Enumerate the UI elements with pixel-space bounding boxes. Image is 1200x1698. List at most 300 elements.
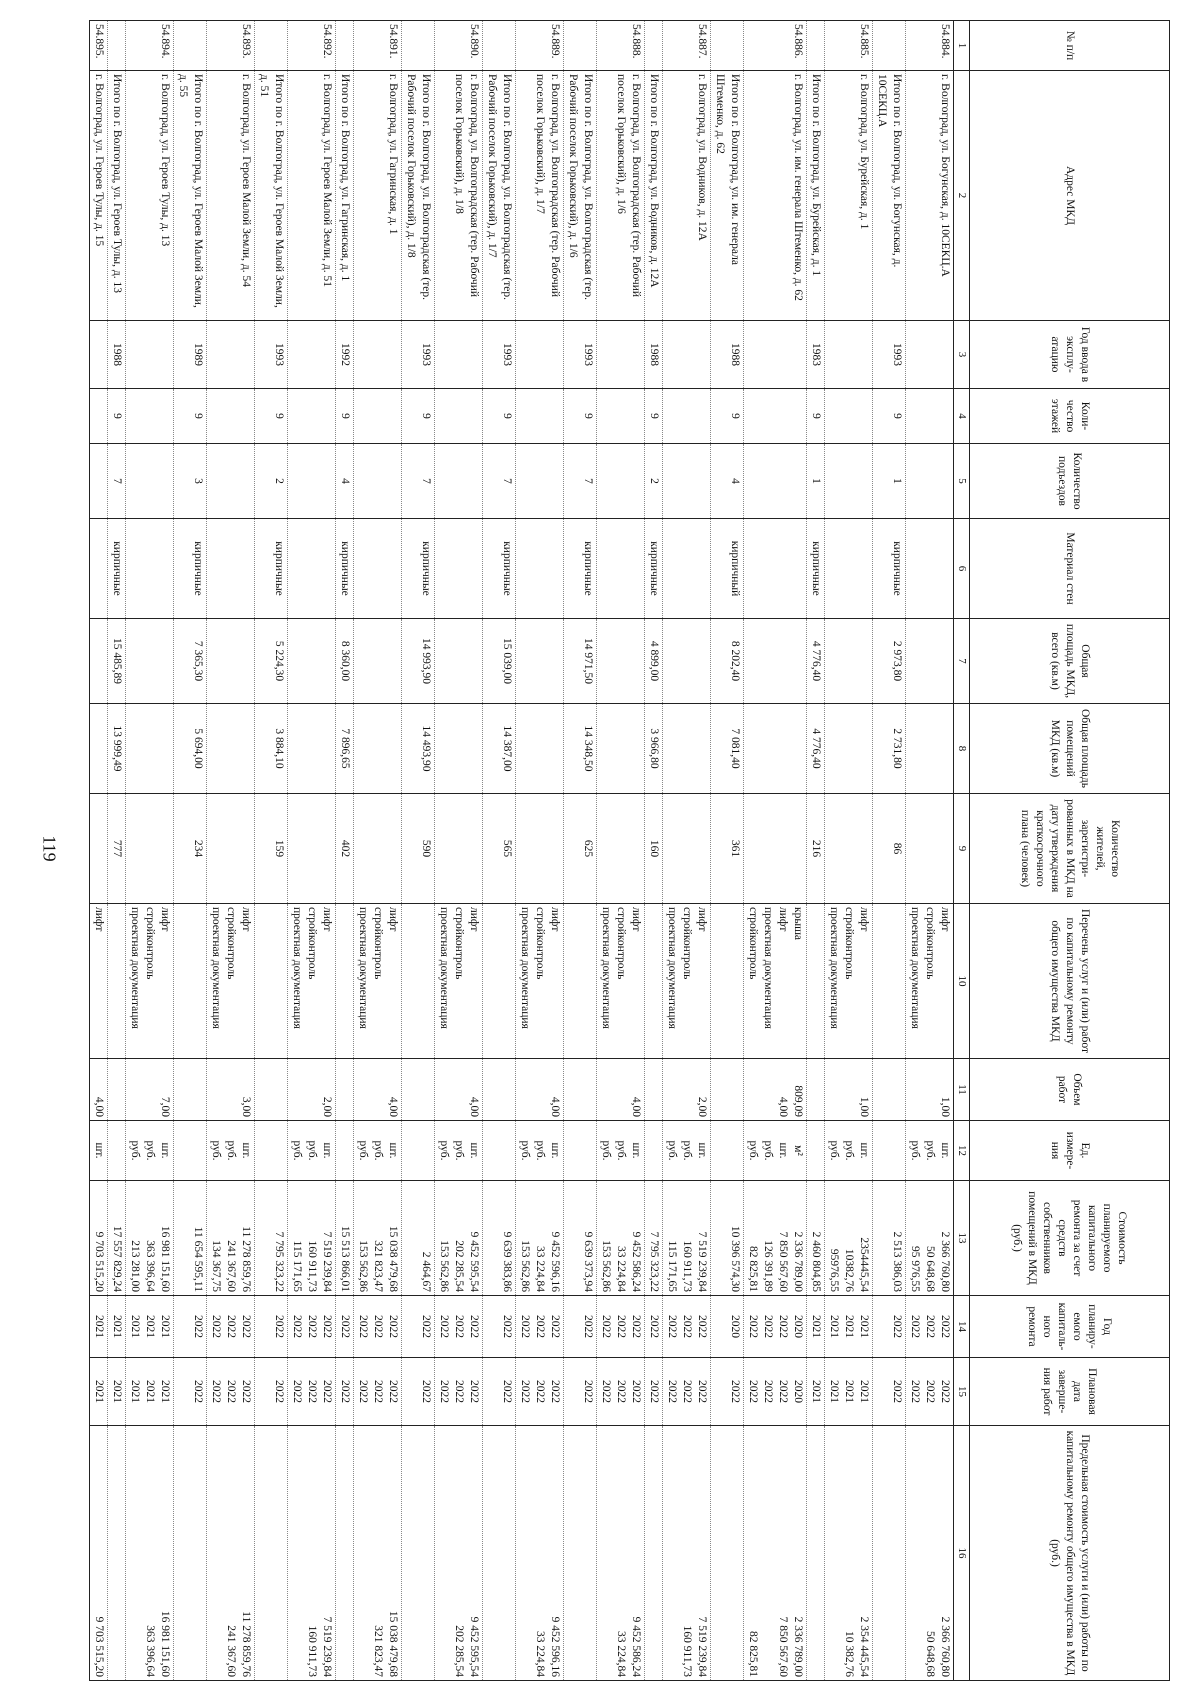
unit-line: шт. xyxy=(696,1142,708,1159)
unit-line xyxy=(109,1124,124,1177)
owner-cost xyxy=(126,1181,174,1296)
unit-line: руб. xyxy=(615,1140,627,1161)
floors-count: 9 xyxy=(873,389,906,444)
works-list-line xyxy=(889,907,904,1055)
completion-date xyxy=(90,1358,108,1426)
works-list-line: проектная документация xyxy=(291,907,303,1029)
planned-year xyxy=(873,1296,906,1358)
owner-cost xyxy=(207,1181,255,1296)
unit xyxy=(645,1121,663,1181)
row-number xyxy=(645,21,663,71)
entrances-count xyxy=(825,444,873,519)
table-row xyxy=(126,21,174,1681)
work-volume-line xyxy=(760,1062,775,1117)
unit xyxy=(663,1121,711,1181)
colnum: 5 xyxy=(954,444,970,519)
completion-date-line: 2022 xyxy=(210,1380,222,1403)
works-list xyxy=(516,904,564,1059)
unit-line xyxy=(889,1124,904,1177)
area-total: 15 485,89 xyxy=(108,619,126,704)
completion-date-line: 2022 xyxy=(696,1380,708,1403)
works-list xyxy=(108,904,126,1059)
planned-year-line: 2022 xyxy=(666,1315,678,1338)
entrances-count xyxy=(90,444,108,519)
work-volume xyxy=(354,1059,402,1121)
planned-year-line: 2022 xyxy=(321,1315,333,1338)
work-volume-line xyxy=(109,1062,124,1117)
row-number: 54.888. xyxy=(597,21,645,71)
owner-cost-line: 2 460 804,85 xyxy=(810,1231,822,1292)
residents-count xyxy=(825,794,873,904)
total-row xyxy=(483,21,516,1681)
works-list-line xyxy=(337,907,352,1055)
work-volume xyxy=(744,1059,807,1121)
works-list-line: проектная документация xyxy=(438,907,450,1029)
area-premises xyxy=(744,704,807,794)
owner-cost xyxy=(564,1181,597,1296)
residents-count: 777 xyxy=(108,794,126,904)
owner-cost-line: 2 464,67 xyxy=(420,1251,432,1292)
works-list xyxy=(663,904,711,1059)
floors-count: 9 xyxy=(564,389,597,444)
limit-cost-line: 82 825,81 xyxy=(747,1631,759,1677)
total-row xyxy=(807,21,825,1681)
entrances-count xyxy=(126,444,174,519)
address: г. Волгоград, ул. Героев Тулы, д. 15 xyxy=(90,71,108,321)
limit-cost-line xyxy=(271,1429,286,1677)
wall-material: кирпичные xyxy=(483,519,516,619)
owner-cost-line: 82 825,81 xyxy=(747,1246,759,1292)
works-list-line: стройконтроль xyxy=(306,907,318,980)
address: Итого по г. Волгоград, ул. Героев Тулы, д. 13 xyxy=(108,71,126,321)
owner-cost xyxy=(336,1181,354,1296)
entrances-count xyxy=(597,444,645,519)
header-residents: Количество жителей, зарегистри-рованных в МКД на дату утверждения краткосрочного плана (человек) xyxy=(970,794,1170,904)
row-number xyxy=(402,21,435,71)
total-row xyxy=(108,21,126,1681)
completion-date-line: 2022 xyxy=(648,1380,660,1403)
owner-cost-line: 7 519 239,84 xyxy=(696,1231,708,1292)
owner-cost xyxy=(597,1181,645,1296)
unit-line: руб. xyxy=(762,1140,774,1161)
header-area-premises: Общая площадь помещений МКД (кв.м) xyxy=(970,704,1170,794)
works-list-line: лифт xyxy=(321,907,333,932)
work-volume xyxy=(336,1059,354,1121)
entrances-count xyxy=(663,444,711,519)
work-volume-line xyxy=(289,1062,304,1117)
works-list-line xyxy=(190,907,205,1055)
completion-date-line: 2022 xyxy=(225,1380,237,1403)
planned-year xyxy=(435,1296,483,1358)
works-list-line xyxy=(580,907,595,1055)
row-number: 54.895. xyxy=(90,21,108,71)
address: г. Волгоград, ул. Водников, д. 12А xyxy=(663,71,711,321)
works-list-line: проектная документация xyxy=(828,907,840,1029)
row-number: 54.891. xyxy=(354,21,402,71)
completion-date xyxy=(483,1358,516,1426)
unit-line: шт. xyxy=(93,1142,105,1159)
entrances-count: 3 xyxy=(174,444,207,519)
row-number: 54.885. xyxy=(825,21,873,71)
entrances-count xyxy=(744,444,807,519)
table-row xyxy=(663,21,711,1681)
address: Итого по г. Волгоград, ул. Героев Малой Земли, д. 51 xyxy=(255,71,288,321)
wall-material: кирпичные xyxy=(402,519,435,619)
commission-year xyxy=(90,321,108,389)
floors-count: 9 xyxy=(645,389,663,444)
floors-count: 9 xyxy=(255,389,288,444)
works-list xyxy=(207,904,255,1059)
work-volume-line xyxy=(745,1062,760,1117)
work-volume-line xyxy=(190,1062,205,1117)
area-premises: 13 999,49 xyxy=(108,704,126,794)
residents-count: 590 xyxy=(402,794,435,904)
planned-year-line: 2022 xyxy=(387,1315,399,1338)
limit-cost-line: 9 452 586,24 xyxy=(630,1616,642,1677)
total-row xyxy=(645,21,663,1681)
owner-cost-line: 10382,76 xyxy=(843,1248,855,1292)
completion-date-line: 2022 xyxy=(762,1380,774,1403)
unit-line: шт. xyxy=(939,1142,951,1159)
owner-cost xyxy=(645,1181,663,1296)
area-premises xyxy=(516,704,564,794)
commission-year: 1992 xyxy=(336,321,354,389)
address: Итого по г. Волгоград, ул. Героев Малой Земли, д. 55 xyxy=(174,71,207,321)
completion-date xyxy=(174,1358,207,1426)
residents-count: 565 xyxy=(483,794,516,904)
address: Итого по г. Волгоград, ул. им. генерала Штеменко, д. 62 xyxy=(711,71,744,321)
planned-year-line: 2022 xyxy=(939,1315,951,1338)
completion-date-line: 2022 xyxy=(549,1380,561,1403)
work-volume-line xyxy=(826,1062,841,1117)
owner-cost-line: 7 795 323,22 xyxy=(273,1231,285,1292)
unit-line: руб. xyxy=(210,1140,222,1161)
total-row xyxy=(564,21,597,1681)
owner-cost-line: 9 452 595,54 xyxy=(468,1231,480,1292)
row-number: 54.892. xyxy=(288,21,336,71)
unit-line: руб. xyxy=(372,1140,384,1161)
commission-year: 1993 xyxy=(564,321,597,389)
area-total: 15 039,00 xyxy=(483,619,516,704)
owner-cost xyxy=(255,1181,288,1296)
entrances-count: 4 xyxy=(711,444,744,519)
completion-date-line: 2022 xyxy=(891,1380,903,1403)
planned-year xyxy=(825,1296,873,1358)
area-total xyxy=(288,619,336,704)
area-premises xyxy=(663,704,711,794)
area-total: 14 993,90 xyxy=(402,619,435,704)
owner-cost xyxy=(711,1181,744,1296)
owner-cost-line: 2 336 789,00 xyxy=(792,1231,804,1292)
entrances-count xyxy=(288,444,336,519)
address: г. Волгоград, ул. Богунская, д. 10СЕКЦ.А xyxy=(906,71,954,321)
repair-plan-table xyxy=(89,20,1170,1681)
colnum: 16 xyxy=(954,1426,970,1681)
work-volume-line xyxy=(271,1062,286,1117)
area-total: 8 360,00 xyxy=(336,619,354,704)
work-volume-line: 4,00 xyxy=(93,1096,105,1117)
completion-date-line: 2022 xyxy=(438,1380,450,1403)
wall-material xyxy=(516,519,564,619)
unit-line xyxy=(499,1124,514,1177)
residents-count: 234 xyxy=(174,794,207,904)
planned-year xyxy=(108,1296,126,1358)
works-list-line: проектная документация xyxy=(762,907,774,1029)
entrances-count: 2 xyxy=(255,444,288,519)
floors-count xyxy=(663,389,711,444)
address: г. Волгоград, ул. Волгоградская (тер. Рабочий поселок Горьковский), д. 1/8 xyxy=(435,71,483,321)
planned-year xyxy=(744,1296,807,1358)
planned-year xyxy=(90,1296,108,1358)
commission-year xyxy=(825,321,873,389)
commission-year: 1993 xyxy=(873,321,906,389)
area-premises: 14 387,00 xyxy=(483,704,516,794)
wall-material: кирпичные xyxy=(336,519,354,619)
header-completion-date: Плановая дата заверше-ния работ xyxy=(970,1358,1170,1426)
limit-cost-line: 33 224,84 xyxy=(534,1631,546,1677)
works-list-line: стройконтроль xyxy=(534,907,546,980)
owner-cost xyxy=(354,1181,402,1296)
owner-cost-line: 9 703 515,20 xyxy=(93,1231,105,1292)
planned-year-line: 2021 xyxy=(828,1315,840,1338)
completion-date-line: 2022 xyxy=(582,1380,594,1403)
unit xyxy=(336,1121,354,1181)
entrances-count xyxy=(207,444,255,519)
works-list-line xyxy=(109,907,124,1055)
wall-material xyxy=(126,519,174,619)
owner-cost-line: 10 396 574,30 xyxy=(729,1225,741,1292)
row-number: 54.889. xyxy=(516,21,564,71)
works-list xyxy=(90,904,108,1059)
planned-year xyxy=(906,1296,954,1358)
works-list-line: проектная документация xyxy=(129,907,141,1029)
wall-material: кирпичные xyxy=(564,519,597,619)
colnum: 15 xyxy=(954,1358,970,1426)
unit-line: шт. xyxy=(858,1142,870,1159)
completion-date xyxy=(807,1358,825,1426)
completion-date-line: 2022 xyxy=(420,1380,432,1403)
commission-year: 1988 xyxy=(108,321,126,389)
limit-cost xyxy=(288,1426,336,1681)
entrances-count: 1 xyxy=(807,444,825,519)
work-volume-line: 7,00 xyxy=(159,1096,171,1117)
planned-year-line: 2022 xyxy=(891,1315,903,1338)
work-volume xyxy=(516,1059,564,1121)
unit xyxy=(174,1121,207,1181)
limit-cost-line xyxy=(889,1429,904,1677)
owner-cost-line: 2354445,54 xyxy=(858,1237,870,1292)
planned-year xyxy=(663,1296,711,1358)
colnum: 11 xyxy=(954,1059,970,1121)
header-cost: Стоимость планируемого капитального ремонта за счет средств собственников помещений в МКД (руб.) xyxy=(970,1181,1170,1296)
work-volume-line: 2,00 xyxy=(696,1096,708,1117)
unit xyxy=(108,1121,126,1181)
completion-date-line: 2022 xyxy=(534,1380,546,1403)
planned-year-line: 2022 xyxy=(615,1315,627,1338)
commission-year xyxy=(126,321,174,389)
planned-year-line: 2021 xyxy=(111,1315,123,1338)
area-premises xyxy=(435,704,483,794)
row-number xyxy=(873,21,906,71)
colnum: 6 xyxy=(954,519,970,619)
works-list xyxy=(597,904,645,1059)
commission-year xyxy=(207,321,255,389)
unit-line: руб. xyxy=(225,1140,237,1161)
wall-material xyxy=(597,519,645,619)
owner-cost-line: 11 278 859,76 xyxy=(240,1226,252,1292)
works-list xyxy=(645,904,663,1059)
planned-year-line: 2021 xyxy=(93,1315,105,1338)
limit-cost-line: 50 648,68 xyxy=(924,1631,936,1677)
completion-date xyxy=(354,1358,402,1426)
floors-count xyxy=(906,389,954,444)
commission-year xyxy=(744,321,807,389)
wall-material: кирпичные xyxy=(645,519,663,619)
completion-date-line: 2021 xyxy=(144,1380,156,1403)
work-volume xyxy=(108,1059,126,1121)
completion-date xyxy=(108,1358,126,1426)
commission-year xyxy=(516,321,564,389)
unit-line: шт. xyxy=(387,1142,399,1159)
owner-cost-line: 2 513 386,03 xyxy=(891,1231,903,1292)
unit xyxy=(564,1121,597,1181)
entrances-count xyxy=(435,444,483,519)
limit-cost-line xyxy=(580,1429,595,1677)
page-number: 119 xyxy=(39,835,60,862)
work-volume-line xyxy=(580,1062,595,1117)
colnum: 7 xyxy=(954,619,970,704)
planned-year xyxy=(516,1296,564,1358)
floors-count xyxy=(288,389,336,444)
residents-count xyxy=(663,794,711,904)
address: Итого по г. Волгоград, ул. Водников, д. 12А xyxy=(645,71,663,321)
unit-line: шт. xyxy=(468,1142,480,1159)
unit xyxy=(873,1121,906,1181)
unit-line: руб. xyxy=(681,1140,693,1161)
limit-cost-line: 7 850 567,60 xyxy=(777,1616,789,1677)
residents-count xyxy=(516,794,564,904)
colnum: 14 xyxy=(954,1296,970,1358)
colnum: 12 xyxy=(954,1121,970,1181)
area-premises xyxy=(597,704,645,794)
owner-cost xyxy=(873,1181,906,1296)
header-works: Перечень услуг и (или) работ по капитальному ремонту общего имущества МКД xyxy=(970,904,1170,1059)
commission-year xyxy=(435,321,483,389)
planned-year-line: 2022 xyxy=(762,1315,774,1338)
unit-line: шт. xyxy=(549,1142,561,1159)
area-premises: 7 896,65 xyxy=(336,704,354,794)
owner-cost-line: 153 562,86 xyxy=(438,1240,450,1292)
work-volume-line xyxy=(499,1062,514,1117)
entrances-count: 4 xyxy=(336,444,354,519)
row-number: 54.890. xyxy=(435,21,483,71)
unit xyxy=(207,1121,255,1181)
planned-year xyxy=(207,1296,255,1358)
unit-line: шт. xyxy=(777,1142,789,1159)
works-list xyxy=(807,904,825,1059)
owner-cost-line: 16 981 151,60 xyxy=(159,1225,171,1292)
completion-date-line: 2021 xyxy=(129,1380,141,1403)
works-list-line: лифт xyxy=(939,907,951,932)
works-list-line: стройконтроль xyxy=(144,907,156,980)
address: г. Волгоград, ул. им. генерала Штеменко, д. 62 xyxy=(744,71,807,321)
work-volume-line xyxy=(418,1062,433,1117)
wall-material xyxy=(663,519,711,619)
limit-cost xyxy=(825,1426,873,1681)
owner-cost-line: 7 850 567,60 xyxy=(777,1231,789,1292)
entrances-count xyxy=(516,444,564,519)
table-row xyxy=(906,21,954,1681)
entrances-count: 7 xyxy=(402,444,435,519)
owner-cost xyxy=(516,1181,564,1296)
area-total xyxy=(906,619,954,704)
floors-count: 9 xyxy=(483,389,516,444)
entrances-count: 7 xyxy=(108,444,126,519)
limit-cost-line xyxy=(190,1429,205,1677)
work-volume xyxy=(711,1059,744,1121)
area-premises xyxy=(90,704,108,794)
unit-line xyxy=(646,1124,661,1177)
planned-year-line: 2022 xyxy=(582,1315,594,1338)
row-number: 54.887. xyxy=(663,21,711,71)
owner-cost xyxy=(174,1181,207,1296)
residents-count: 86 xyxy=(873,794,906,904)
unit-line: руб. xyxy=(357,1140,369,1161)
work-volume-line xyxy=(142,1062,157,1117)
commission-year xyxy=(288,321,336,389)
planned-year xyxy=(807,1296,825,1358)
planned-year-line: 2022 xyxy=(501,1315,513,1338)
owner-cost-line: 50 648,68 xyxy=(924,1246,936,1292)
work-volume-line xyxy=(613,1062,628,1117)
completion-date-line: 2022 xyxy=(519,1380,531,1403)
completion-date-line: 2021 xyxy=(159,1380,171,1403)
wall-material: кирпичные xyxy=(174,519,207,619)
unit-line: руб. xyxy=(144,1140,156,1161)
address: Итого по г. Волгоград, ул. Бурейская, д. 1 xyxy=(807,71,825,321)
works-list-line: проектная документация xyxy=(666,907,678,1029)
work-volume-line xyxy=(922,1062,937,1117)
completion-date-line: 2022 xyxy=(453,1380,465,1403)
floors-count: 9 xyxy=(174,389,207,444)
limit-cost-line xyxy=(289,1429,304,1677)
commission-year: 1993 xyxy=(255,321,288,389)
limit-cost-line xyxy=(127,1429,142,1677)
commission-year xyxy=(597,321,645,389)
planned-year-line: 2022 xyxy=(210,1315,222,1338)
limit-cost xyxy=(873,1426,906,1681)
works-list-line: лифт xyxy=(630,907,642,932)
planned-year-line: 2022 xyxy=(534,1315,546,1338)
owner-cost-line: 321 823,47 xyxy=(372,1240,384,1292)
owner-cost-line: 9 452 596,16 xyxy=(549,1231,561,1292)
limit-cost xyxy=(207,1426,255,1681)
wall-material xyxy=(288,519,336,619)
work-volume-line: 4,00 xyxy=(777,1096,789,1117)
planned-year-line: 2022 xyxy=(357,1315,369,1338)
limit-cost-line xyxy=(337,1429,352,1677)
completion-date xyxy=(597,1358,645,1426)
area-total: 14 971,50 xyxy=(564,619,597,704)
works-list-line: стройконтроль xyxy=(681,907,693,980)
planned-year-line: 2022 xyxy=(468,1315,480,1338)
completion-date-line: 2022 xyxy=(306,1380,318,1403)
residents-count xyxy=(906,794,954,904)
work-volume-line xyxy=(208,1062,223,1117)
address: г. Волгоград, ул. Героев Тулы, д. 13 xyxy=(126,71,174,321)
completion-date-line: 2022 xyxy=(924,1380,936,1403)
unit xyxy=(354,1121,402,1181)
